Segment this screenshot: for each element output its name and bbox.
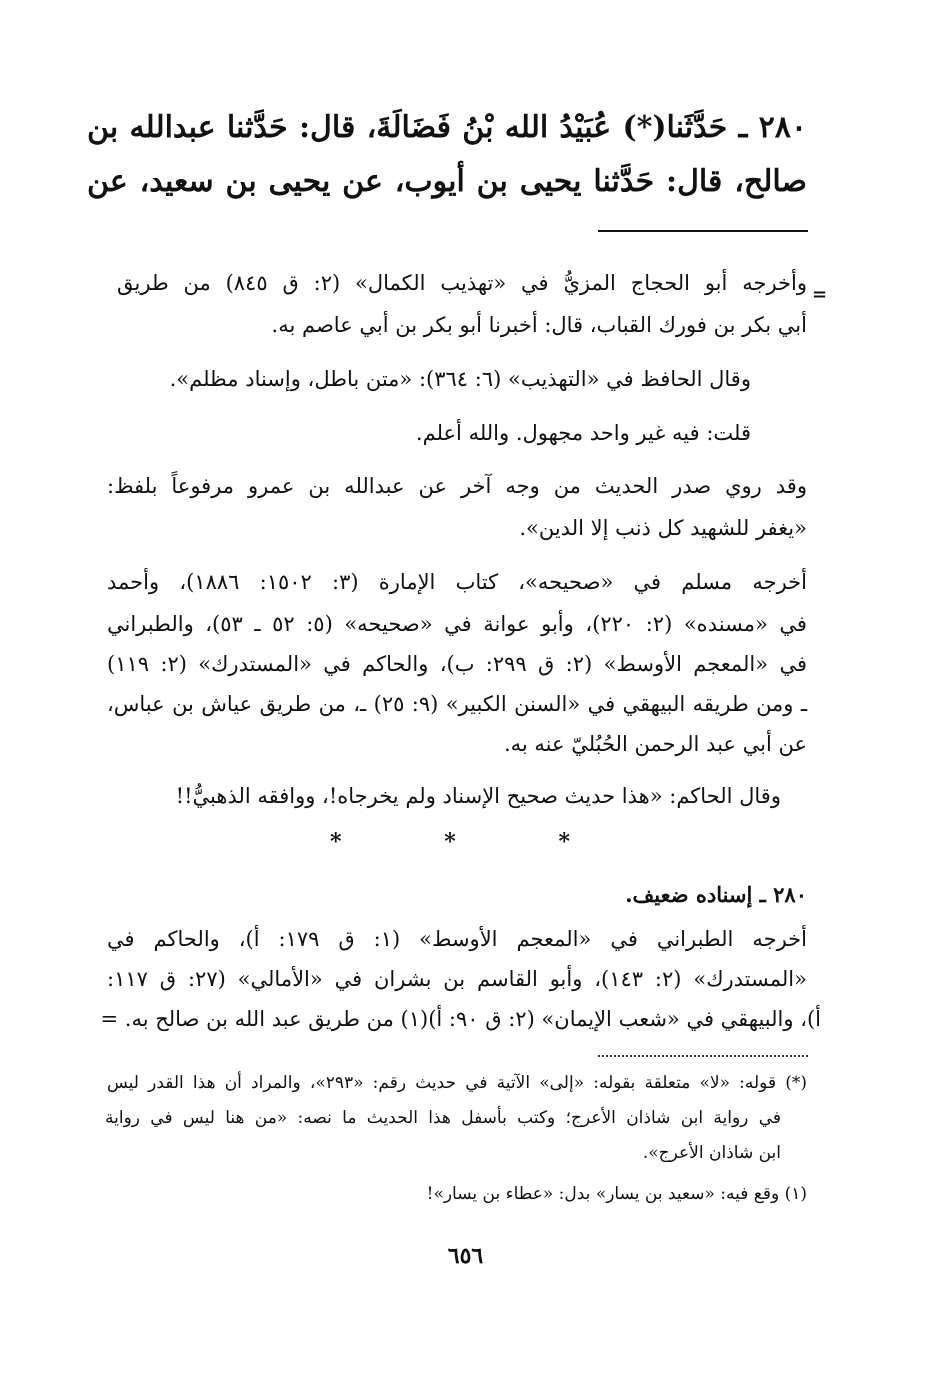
footnote-1-line-2: في رواية ابن شاذان الأعرج؛ وكتب بأسفل هذا الحديث ما نصه: «من هنا ليس في رواية (105, 1108, 782, 1128)
commentary-p1-line-1: وأخرجه أبو الحجاج المزيُّ في «تهذيب الكمال» (٢: ق ٨٤٥) من طريق (117, 271, 807, 295)
section-separator (330, 829, 570, 855)
commentary-p5-line-5: عن أبي عبد الرحمن الحُبُليّ عنه به. (503, 732, 807, 756)
commentary-p1-line-2: أبي بكر بن فورك القباب، قال: أخبرنا أبو بكر بن أبي عاصم به. (271, 313, 807, 337)
commentary-p6: وقال الحاكم: «هذا حديث صحيح الإسناد ولم يخرجاه!، ووافقه الذهبيُّ!! (175, 784, 781, 808)
footnote-1-line-3: ابن شاذان الأعرج». (642, 1143, 781, 1163)
commentary-p5-line-2: في «مسنده» (٢: ٢٢٠)، وأبو عوانة في «صحيحه» (٥: ٥٢ ـ ٥٣)، والطبراني (107, 612, 807, 636)
takhrij-line-3: أ)، والبيهقي في «شعب الإيمان» (٢: ق ٩٠: أ)(١) من طريق عبد الله بن صالح به. = (100, 1007, 821, 1031)
page-number: ٦٥٦ (447, 1243, 484, 1269)
continuation-mark: = (812, 284, 828, 305)
commentary-p4-line-1: وقد روي صدر الحديث من وجه آخر عن عبدالله بن عمرو مرفوعاً بلفظ: (107, 474, 807, 498)
hadith-line-1: ٢٨٠ ـ حَدَّثَنا(*) عُبَيْدُ الله بْنُ فَضَالَةَ، قال: حَدَّثنا عبدالله بن (87, 110, 807, 145)
commentary-p2: وقال الحافظ في «التهذيب» (٦: ٣٦٤): «متن باطل، وإسناد مظلم». (169, 367, 751, 391)
footnote-dotted-rule (598, 1055, 808, 1057)
separator-star: * (330, 829, 342, 855)
commentary-p5-line-1: أخرجه مسلم في «صحيحه»، كتاب الإمارة (٣: ١٥٠٢: ١٨٨٦)، وأحمد (107, 570, 807, 594)
footnote-separator-rule (598, 230, 808, 232)
hadith-line-2: صالح، قال: حَدَّثنا يحيى بن أيوب، عن يحيى بن سعيد، عن (87, 164, 807, 199)
commentary-p5-line-4: ـ ومن طريقه البيهقي في «السنن الكبير» (٩: ٢٥) ـ، من طريق عياش بن عباس، (107, 692, 807, 716)
commentary-p4-line-2: «يغفر للشهيد كل ذنب إلا الدين». (519, 516, 807, 540)
commentary-p3: قلت: فيه غير واحد مجهول. والله أعلم. (415, 421, 751, 445)
takhrij-line-2: «المستدرك» (٢: ١٤٣)، وأبو القاسم بن بشران في «الأمالي» (٢٧: ق ١١٧: (107, 967, 807, 991)
separator-star: * (444, 829, 456, 855)
takhrij-heading: ٢٨٠ ـ إسناده ضعيف. (625, 882, 807, 907)
separator-star: * (558, 829, 570, 855)
footnote-1-line-1: (*) قوله: «لا» متعلقة بقوله: «إلى» الآتية في حديث رقم: «٢٩٣»، والمراد أن هذا القدر ليس (107, 1073, 807, 1093)
footnote-2: (١) وقع فيه: «سعيد بن يسار» بدل: «عطاء بن يسار»! (426, 1184, 807, 1204)
commentary-p5-line-3: في «المعجم الأوسط» (٢: ق ٢٩٩: ب)، والحاكم في «المستدرك» (٢: ١١٩) (107, 652, 807, 676)
takhrij-line-1: أخرجه الطبراني في «المعجم الأوسط» (١: ق ١٧٩: أ)، والحاكم في (107, 927, 807, 951)
